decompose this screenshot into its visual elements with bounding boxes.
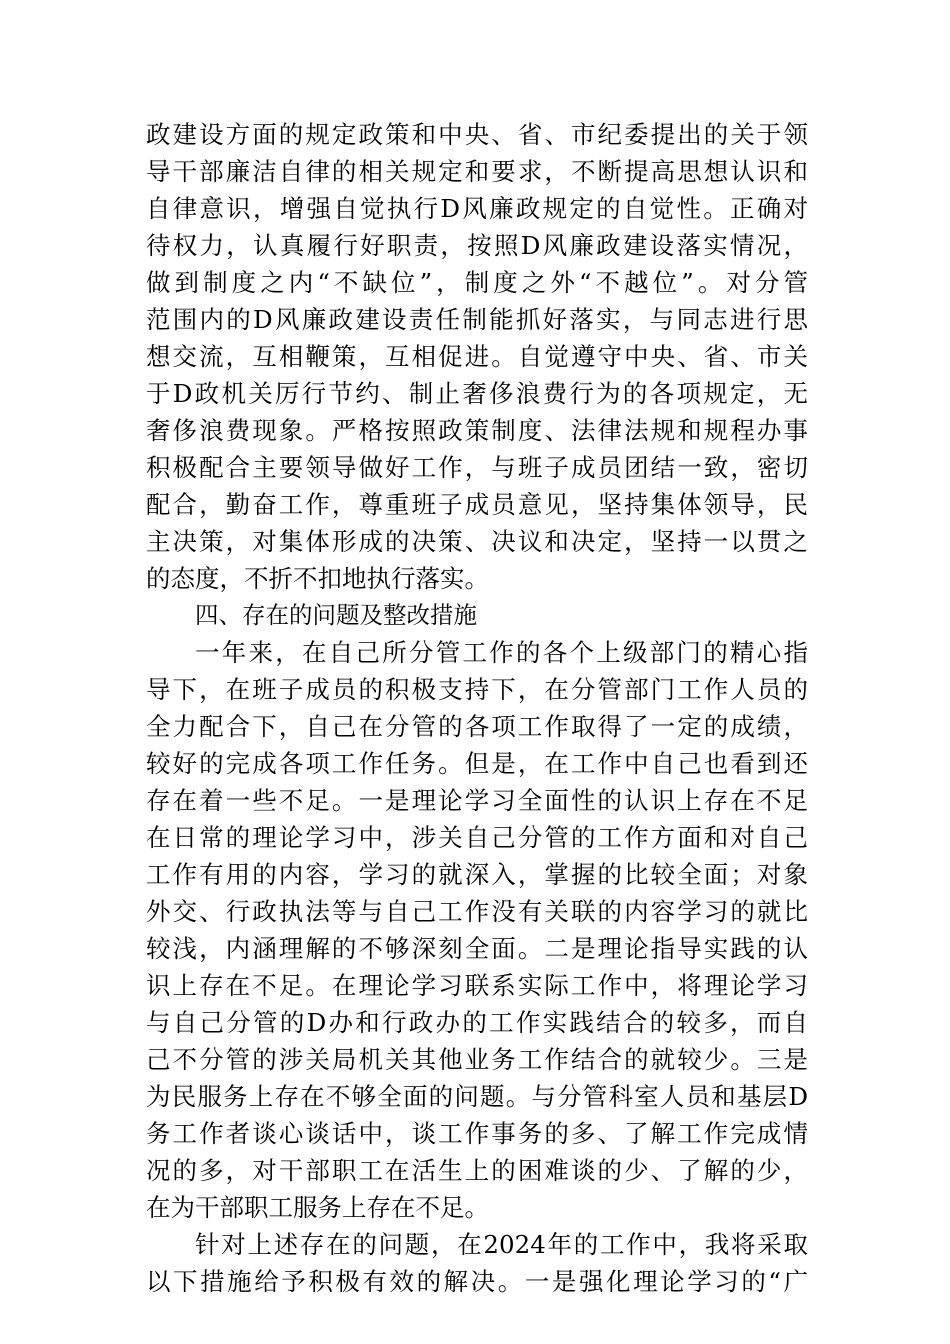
text-line: 识上存在不足。在理论学习联系实际工作中，将理论学习 [146, 971, 808, 1000]
text-line: 政建设方面的规定政策和中央、省、市纪委提出的关于领 [146, 120, 808, 149]
text-line: 的态度，不折不扣地执行落实。 [146, 564, 489, 593]
body-text [146, 116, 808, 1300]
text-line: 况的多，对干部职工在活生上的困难谈的少、了解的少， [146, 1156, 808, 1185]
text-line: 与自己分管的D办和行政办的工作实践结合的较多，而自 [146, 1008, 808, 1037]
section-heading: 四、存在的问题及整改措施 [195, 601, 477, 629]
text-line: 己不分管的涉关局机关其他业务工作结合的就较少。三是 [146, 1045, 808, 1074]
text-line: 以下措施给予积极有效的解决。一是强化理论学习的“广 [146, 1267, 808, 1296]
text-line: 务工作者谈心谈话中，谈工作事务的多、了解工作完成情 [146, 1119, 808, 1148]
text-line: 想交流，互相鞭策，互相促进。自觉遵守中央、省、市关 [146, 342, 808, 371]
text-line: 外交、行政执法等与自己工作没有关联的内容学习的就比 [146, 897, 808, 926]
text-line: 范围内的D风廉政建设责任制能抓好落实，与同志进行思 [146, 305, 808, 334]
paragraph-first-line: 一年来，在自己所分管工作的各个上级部门的精心指 [195, 638, 808, 667]
text-line: 待权力，认真履行好职责，按照D风廉政建设落实情况， [146, 231, 808, 260]
text-line: 积极配合主要领导做好工作，与班子成员团结一致，密切 [146, 453, 808, 482]
text-line: 较浅，内涵理解的不够深刻全面。二是理论指导实践的认 [146, 934, 808, 963]
text-line: 为民服务上存在不够全面的问题。与分管科室人员和基层D [146, 1082, 808, 1111]
text-line: 工作有用的内容，学习的就深入，掌握的比较全面；对象 [146, 860, 808, 889]
text-line: 奢侈浪费现象。严格按照政策制度、法律法规和规程办事 [146, 416, 808, 445]
text-line: 较好的完成各项工作任务。但是，在工作中自己也看到还 [146, 749, 808, 778]
text-line: 在日常的理论学习中，涉关自己分管的工作方面和对自己 [146, 823, 808, 852]
text-line: 主决策，对集体形成的决策、决议和决定，坚持一以贯之 [146, 527, 808, 556]
text-line: 自律意识，增强自觉执行D风廉政规定的自觉性。正确对 [146, 194, 808, 223]
text-line: 导下，在班子成员的积极支持下，在分管部门工作人员的 [146, 675, 808, 704]
text-line: 导干部廉洁自律的相关规定和要求，不断提高思想认识和 [146, 157, 808, 186]
text-line: 在为干部职工服务上存在不足。 [146, 1193, 489, 1222]
paragraph-first-line: 针对上述存在的问题，在2024年的工作中，我将采取 [195, 1230, 808, 1259]
text-line: 全力配合下，自己在分管的各项工作取得了一定的成绩， [146, 712, 808, 741]
text-line: 做到制度之内“不缺位”，制度之外“不越位”。对分管 [146, 268, 808, 297]
text-line: 存在着一些不足。一是理论学习全面性的认识上存在不足 [146, 786, 808, 815]
text-line: 于D政机关厉行节约、制止奢侈浪费行为的各项规定，无 [146, 379, 808, 408]
text-line: 配合，勤奋工作，尊重班子成员意见，坚持集体领导，民 [146, 490, 808, 519]
